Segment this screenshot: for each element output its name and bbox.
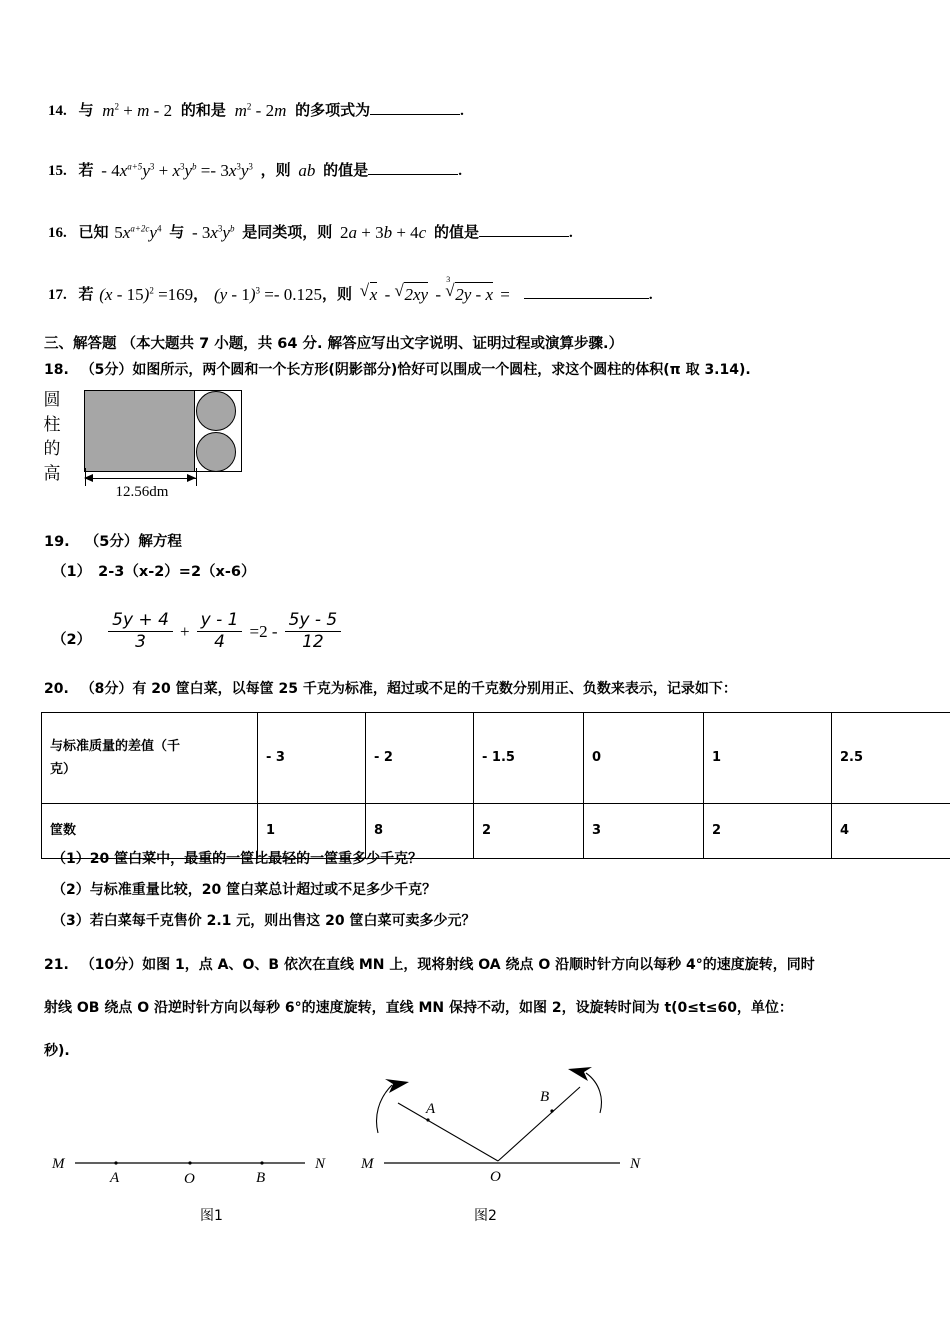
vlabel-char-2: 的 bbox=[43, 439, 61, 460]
question-21-line2: 射线 OB 绕点 O 沿逆时针方向以每秒 6°的速度旋转，直线 MN 保持不动，如图 2，设旋转时间为 t(0≤t≤60，单位： bbox=[44, 1000, 793, 1016]
figure-vertical-label bbox=[40, 388, 64, 487]
figure-1-label-B: B bbox=[256, 1170, 266, 1186]
question-19-title-text: （5分）解方程 bbox=[84, 534, 182, 550]
question-20-text bbox=[44, 681, 737, 699]
dimension-arrow-left bbox=[84, 474, 93, 482]
question-15-number: 15. bbox=[48, 163, 67, 179]
question-17-expr1: (x - 15)$^2$ =169 bbox=[99, 285, 194, 304]
row-header-difference bbox=[42, 713, 258, 804]
question-17-mid1: ， bbox=[193, 285, 209, 303]
question-20-number: 20. bbox=[44, 681, 69, 697]
question-17-tail: . bbox=[648, 287, 653, 303]
question-21-figure-1 bbox=[40, 1125, 340, 1195]
vlabel-char-1: 柱 bbox=[43, 414, 61, 435]
question-20-sub-3: （3）若白菜每千克售价 2.1 元，则出售这 20 筐白菜可卖多少元？ bbox=[52, 913, 476, 929]
question-21-line1 bbox=[44, 957, 815, 975]
question-19-part1-text: 2-3（x-2）=2（x-6） bbox=[98, 564, 256, 580]
figure-2-svg bbox=[352, 1055, 672, 1200]
question-14-tail: . bbox=[460, 103, 464, 119]
count-cell-3: 3 bbox=[584, 804, 704, 859]
fraction-1-numerator: 5y + 4 bbox=[112, 610, 169, 630]
question-16-expr1: $5x^{a+2c}y^4$ bbox=[114, 223, 162, 242]
question-14-expr1: $m^2 + m - 2$ bbox=[102, 101, 173, 120]
fraction-2-denominator: 4 bbox=[197, 631, 243, 653]
circle-bottom bbox=[196, 432, 236, 472]
section-heading: 三、解答题 （本大题共 7 小题，共 64 分. 解答应写出文字说明、证明过程或演算步骤.） bbox=[44, 336, 624, 352]
question-18-text bbox=[44, 362, 751, 380]
question-19-part2-label: （2） bbox=[52, 631, 92, 648]
vlabel-char-0: 圆 bbox=[43, 390, 61, 410]
dimension-label: 12.56dm bbox=[115, 484, 169, 500]
shaded-rectangle bbox=[85, 391, 195, 471]
question-16-expr2: - $3x^3y^b$ bbox=[191, 223, 235, 242]
figure-2-label-O: O bbox=[490, 1169, 501, 1185]
question-20-body: （8分）有 20 筐白菜，以每筐 25 千克为标准，超过或不足的千克数分别用正、负数来表示，记录如下： bbox=[80, 681, 737, 697]
question-14-mid1: 的和是 bbox=[180, 101, 226, 119]
question-16-number: 16. bbox=[48, 225, 67, 241]
table-row bbox=[42, 713, 950, 804]
equals-expression: =2 - bbox=[249, 621, 278, 641]
question-21-figure-2 bbox=[352, 1055, 672, 1200]
fraction-1 bbox=[108, 610, 173, 654]
fraction-3-denominator: 12 bbox=[285, 631, 342, 653]
count-cell-4: 2 bbox=[704, 804, 832, 859]
question-15 bbox=[48, 160, 462, 181]
question-16-answer-blank[interactable] bbox=[479, 236, 569, 237]
difference-cell-4: 1 bbox=[704, 713, 832, 804]
question-17-lead: 若 bbox=[78, 285, 94, 303]
question-14-mid2: 的多项式为 bbox=[295, 101, 371, 119]
question-15-mid2: 的值是 bbox=[323, 161, 369, 179]
question-17-expr3: √ x - √ 2xy - √ 3 2y - x = bbox=[360, 285, 510, 304]
fraction-2 bbox=[197, 610, 243, 654]
question-19-number: 19. bbox=[44, 534, 70, 550]
figure-1-label-A: A bbox=[110, 1170, 120, 1186]
difference-cell-5: 2.5 bbox=[832, 713, 950, 804]
question-16-mid2: 是同类项，则 bbox=[242, 223, 333, 241]
figure-1-label-O: O bbox=[184, 1171, 195, 1187]
question-16-mid3: 的值是 bbox=[433, 223, 479, 241]
vlabel-char-3: 高 bbox=[43, 463, 61, 484]
dimension-line bbox=[86, 478, 196, 479]
question-15-mid1: ，则 bbox=[260, 161, 291, 179]
fraction-3 bbox=[285, 610, 342, 654]
question-14 bbox=[48, 100, 464, 121]
row-header-difference-line2: 克） bbox=[50, 762, 77, 777]
question-17-mid2: ，则 bbox=[322, 285, 353, 303]
question-18-number: 18. bbox=[44, 362, 69, 378]
question-19-part1 bbox=[52, 563, 256, 581]
difference-cell-0: - 3 bbox=[258, 713, 366, 804]
figure-1-label-M: M bbox=[52, 1156, 65, 1172]
cylinder-net-box bbox=[84, 390, 242, 472]
question-17-number: 17. bbox=[48, 287, 67, 303]
question-18-figure bbox=[40, 388, 270, 508]
count-cell-5: 4 bbox=[832, 804, 950, 859]
question-15-expr1: - $4x^{a+5}y^3 + x^3y^b =- 3x^3y^3$ bbox=[101, 161, 253, 180]
figure-1-svg bbox=[40, 1125, 340, 1195]
question-16 bbox=[48, 222, 573, 243]
question-20-sub-1: （1）20 筐白菜中，最重的一筐比最轻的一筐重多少千克？ bbox=[52, 851, 423, 867]
question-14-answer-blank[interactable] bbox=[370, 114, 460, 115]
question-16-mid1: 与 bbox=[169, 223, 185, 241]
difference-cell-3: 0 bbox=[584, 713, 704, 804]
question-17-answer-blank[interactable] bbox=[524, 298, 649, 299]
question-16-tail: . bbox=[568, 225, 573, 241]
fraction-3-numerator: 5y - 5 bbox=[288, 610, 338, 630]
row-header-count: 筐数 bbox=[42, 804, 258, 859]
question-16-expr3: 2a + 3b + 4c bbox=[339, 223, 427, 242]
question-21-line3: 秒). bbox=[44, 1043, 70, 1059]
count-cell-2: 2 bbox=[474, 804, 584, 859]
question-21-line1-text: （10分）如图 1，点 A、O、B 依次在直线 MN 上，现将射线 OA 绕点 O 沿顺时针方向以每秒 4°的速度旋转，同时 bbox=[80, 957, 815, 973]
question-17 bbox=[48, 275, 653, 305]
question-15-lead: 若 bbox=[78, 161, 94, 179]
question-14-number: 14. bbox=[48, 103, 67, 119]
row-header-difference-line1: 与标准质量的差值（千 bbox=[50, 738, 181, 754]
circle-top bbox=[196, 391, 236, 431]
question-19-part1-label: （1） bbox=[52, 564, 92, 580]
cabbage-weight-table bbox=[41, 712, 950, 859]
question-20-sub-2: （2）与标准重量比较，20 筐白菜总计超过或不足多少千克？ bbox=[52, 882, 437, 898]
question-17-expr2: (y - 1)$^3$ =- 0.125 bbox=[213, 285, 322, 304]
question-14-lead: 与 bbox=[78, 101, 94, 119]
figure-2-caption: 图2 bbox=[474, 1208, 497, 1224]
fraction-1-denominator: 3 bbox=[108, 631, 173, 653]
count-cell-0: 1 bbox=[258, 804, 366, 859]
question-19-title bbox=[44, 533, 182, 551]
difference-cell-1: - 2 bbox=[366, 713, 474, 804]
figure-2-label-A: A bbox=[426, 1101, 436, 1117]
figure-1-label-N: N bbox=[315, 1156, 326, 1172]
figure-2-label-B: B bbox=[540, 1089, 550, 1105]
question-15-expr2: ab bbox=[298, 161, 316, 180]
question-14-expr2: $m^2 - 2m$ bbox=[234, 101, 287, 120]
question-18-body: （5分）如图所示，两个圆和一个长方形(阴影部分)恰好可以围成一个圆柱，求这个圆柱的体积(π 取 3.14). bbox=[80, 362, 751, 378]
difference-cell-2: - 1.5 bbox=[474, 713, 584, 804]
question-21-number: 21. bbox=[44, 957, 69, 973]
fraction-2-numerator: y - 1 bbox=[200, 610, 239, 630]
dimension-arrow-right bbox=[187, 474, 196, 482]
question-15-tail: . bbox=[458, 163, 462, 179]
figure-2-label-M: M bbox=[361, 1156, 374, 1172]
question-19-part2 bbox=[52, 610, 343, 654]
plus-operator: + bbox=[179, 621, 190, 641]
question-15-answer-blank[interactable] bbox=[368, 174, 458, 175]
question-16-lead: 已知 bbox=[78, 223, 109, 241]
figure-1-caption: 图1 bbox=[200, 1208, 223, 1224]
count-cell-1: 8 bbox=[366, 804, 474, 859]
figure-2-label-N: N bbox=[630, 1156, 641, 1172]
